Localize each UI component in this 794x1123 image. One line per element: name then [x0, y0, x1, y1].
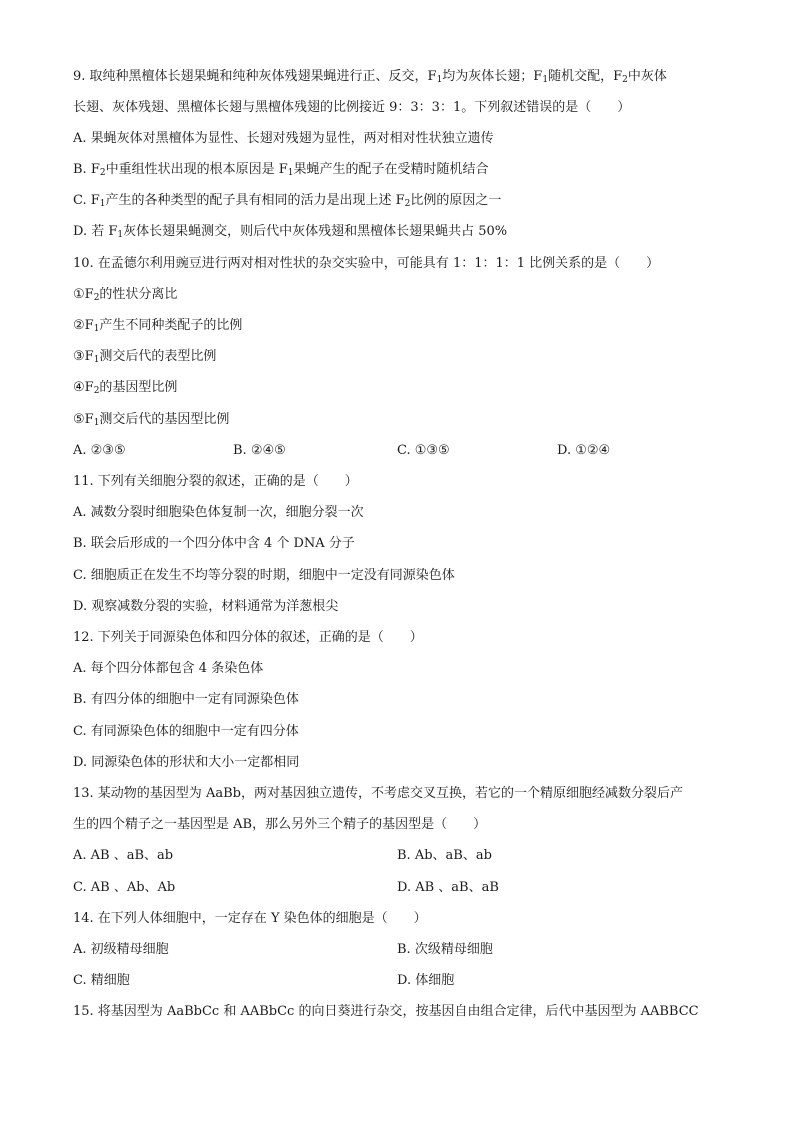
q12-option-c: C. 有同源染色体的细胞中一定有四分体 — [73, 724, 299, 739]
q10-item-5: $⑤F_1$测交后代的基因型比例 — [73, 412, 230, 428]
q14-option-b: B. 次级精母细胞 — [397, 942, 493, 957]
q9-stem-line1: 9. 取纯种黑檀体长翅果蝇和纯种灰体残翅果蝇进行正、反交，$F_1$均为灰体长翅；$F_1$随机交配，$F_2$中灰体 — [73, 69, 667, 85]
q13-option-b: B. Ab、aB、ab — [397, 848, 492, 863]
q14-option-c: C. 精细胞 — [73, 973, 130, 988]
q14-option-d: D. 体细胞 — [397, 973, 455, 988]
q9-stem-line2: 长翅、灰体残翅、黑檀体长翅与黑檀体残翅的比例接近 9：3：3：1。下列叙述错误的是（ ） — [73, 100, 631, 115]
q11-option-c: C. 细胞质正在发生不均等分裂的时期，细胞中一定没有同源染色体 — [73, 568, 455, 583]
q9-option-a: A. 果蝇灰体对黑檀体为显性、长翅对残翅为显性，两对相对性状独立遗传 — [73, 131, 494, 146]
q11-option-b: B. 联会后形成的一个四分体中含 4 个 DNA 分子 — [73, 536, 355, 551]
q13-option-a: A. AB 、aB、ab — [73, 848, 174, 863]
q11-option-a: A. 减数分裂时细胞染色体复制一次，细胞分裂一次 — [73, 505, 364, 520]
q13-stem-line1: 13. 某动物的基因型为 AaBb，两对基因独立遗传，不考虑交叉互换，若它的一个精原细胞经减数分裂后产 — [73, 786, 683, 801]
q12-option-a: A. 每个四分体都包含 4 条染色体 — [73, 661, 264, 676]
q13-option-c: C. AB 、Ab、Ab — [73, 880, 176, 895]
q14-stem: 14. 在下列人体细胞中，一定存在 Y 染色体的细胞是（ ） — [73, 911, 427, 926]
q10-option-b: B. ②④⑤ — [233, 443, 286, 458]
q10-option-a: A. ②③⑤ — [73, 443, 126, 458]
q9-option-d: D. 若 $F_1$灰体长翅果蝇测交，则后代中灰体残翅和黑檀体长翅果蝇共占 50% — [73, 224, 508, 240]
q13-stem-line2: 生的四个精子之一基因型是 AB，那么另外三个精子的基因型是（ ） — [73, 817, 487, 832]
q10-option-c: C. ①③⑤ — [397, 443, 450, 458]
q11-stem: 11. 下列有关细胞分裂的叙述，正确的是（ ） — [73, 474, 358, 489]
q9-option-c: C. $F_1$产生的各种类型的配子具有相同的活力是出现上述 $F_2$比例的原因之一 — [73, 193, 502, 209]
q13-option-d: D. AB 、aB、aB — [397, 880, 499, 895]
q12-stem: 12. 下列关于同源染色体和四分体的叙述，正确的是（ ） — [73, 630, 423, 645]
q12-option-d: D. 同源染色体的形状和大小一定都相同 — [73, 755, 300, 770]
q12-option-b: B. 有四分体的细胞中一定有同源染色体 — [73, 692, 299, 707]
q10-item-1: $①F_2$的性状分离比 — [73, 287, 178, 303]
q11-option-d: D. 观察减数分裂的实验，材料通常为洋葱根尖 — [73, 599, 339, 614]
q10-item-4: $④F_2$的基因型比例 — [73, 380, 178, 396]
q10-stem: 10. 在孟德尔利用豌豆进行两对相对性状的杂交实验中，可能具有 1：1：1：1 比例关系的是（ ） — [73, 256, 660, 271]
q15-stem-line1: 15. 将基因型为 AaBbCc 和 AABbCc 的向日葵进行杂交，按基因自由组合定律，后代中基因型为 AABBCC — [73, 1004, 699, 1019]
q10-option-d: D. ①②④ — [557, 443, 611, 458]
q10-item-3: $③F_1$测交后代的表型比例 — [73, 349, 217, 365]
q10-item-2: $②F_1$产生不同种类配子的比例 — [73, 318, 243, 334]
q14-option-a: A. 初级精母细胞 — [73, 942, 169, 957]
q9-option-b: B. $F_2$中重组性状出现的根本原因是 $F_1$果蝇产生的配子在受精时随机结合 — [73, 162, 489, 178]
